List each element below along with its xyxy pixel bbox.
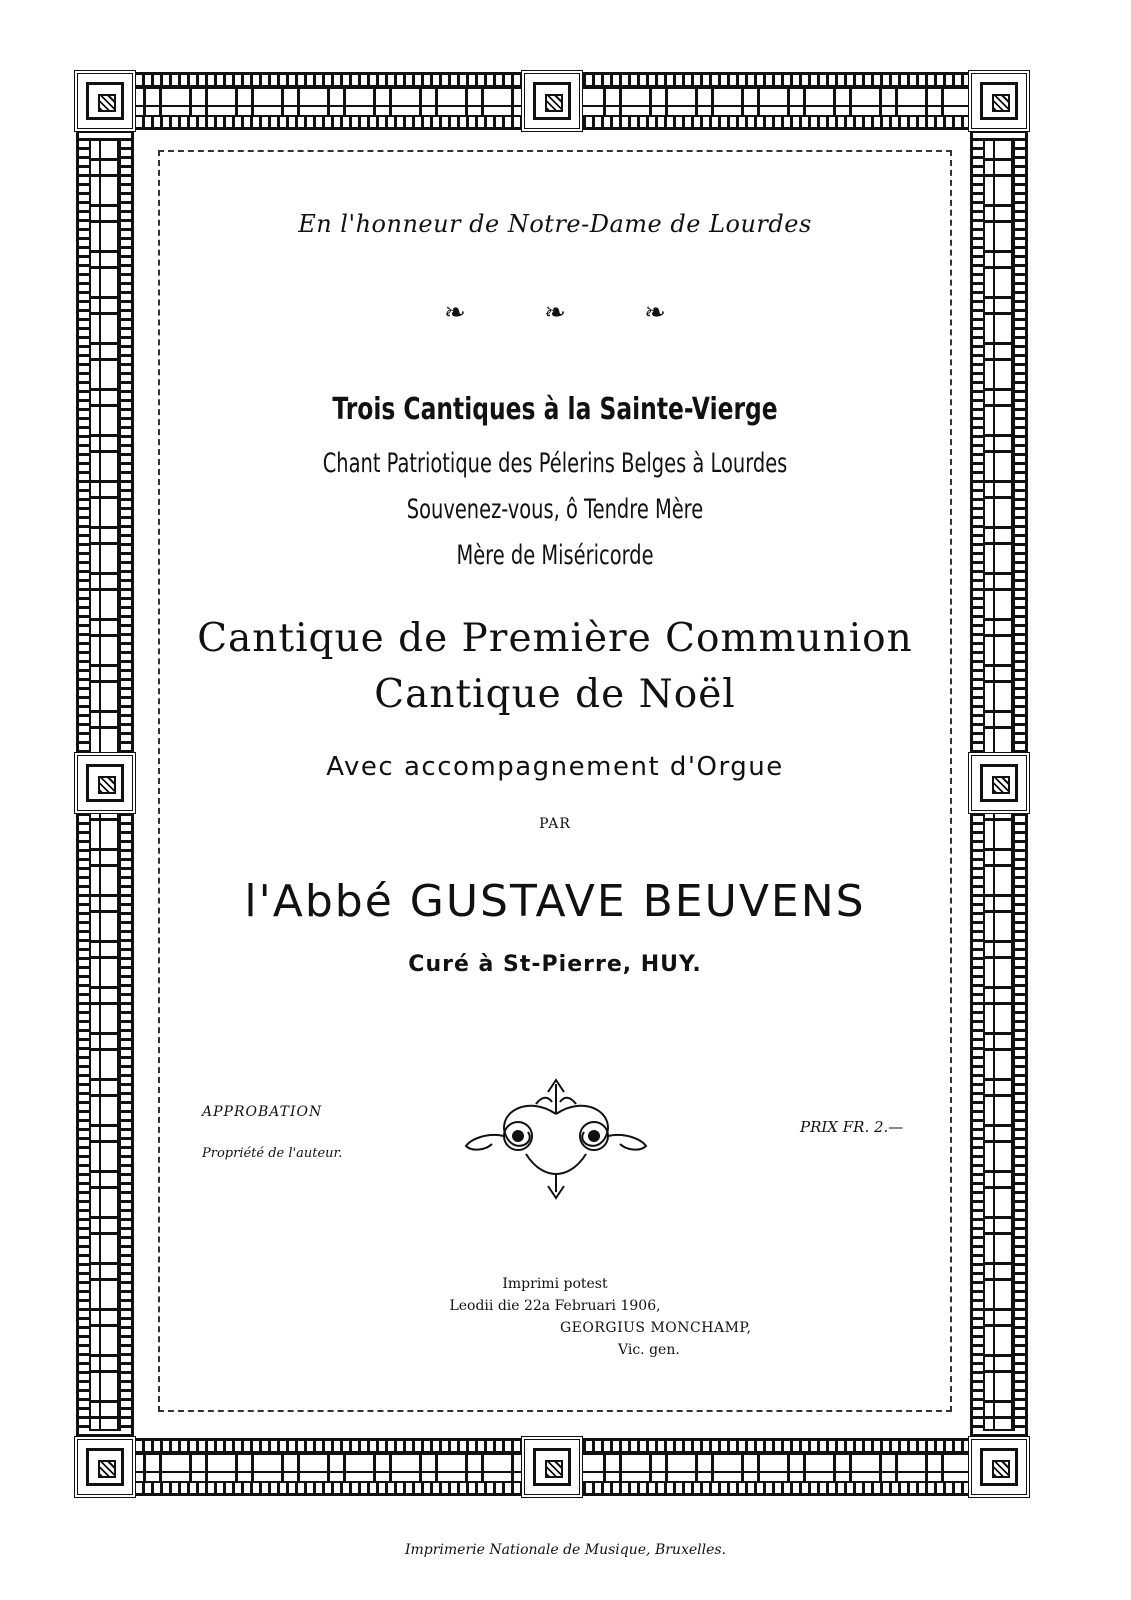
imprimatur-signatory: GEORGIUS MONCHAMP, xyxy=(560,1320,752,1336)
song-title: Souvenez-vous, ô Tendre Mère xyxy=(406,494,704,525)
mid-ornament-top xyxy=(521,70,583,132)
par-label: PAR xyxy=(539,816,571,832)
price-label: PRIX FR. 2.— xyxy=(800,1118,904,1136)
song-title: Chant Patriotique des Pélerins Belges à Lourdes xyxy=(322,448,788,479)
mid-ornament-bottom xyxy=(521,1436,583,1498)
corner-ornament-top-right xyxy=(968,70,1030,132)
imprimatur-date: Leodii die 22a Februari 1906, xyxy=(449,1298,661,1314)
printer-imprint: Imprimerie Nationale de Musique, Bruxelles. xyxy=(404,1542,727,1558)
author-position: Curé à St-Pierre, HUY. xyxy=(408,952,702,977)
author-name: l'Abbé GUSTAVE BEUVENS xyxy=(244,876,866,927)
corner-ornament-bottom-left xyxy=(74,1436,136,1498)
mid-ornament-left xyxy=(74,752,136,814)
corner-ornament-bottom-right xyxy=(968,1436,1030,1498)
second-title: Cantique de Première Communion xyxy=(197,616,913,661)
floral-vignette-icon xyxy=(456,1074,656,1206)
song-title: Mère de Miséricorde xyxy=(456,540,654,571)
imprimatur-line: Imprimi potest xyxy=(502,1276,608,1292)
second-title: Cantique de Noël xyxy=(374,672,736,717)
accompaniment-line: Avec accompagnement d'Orgue xyxy=(326,752,784,782)
main-title: Trois Cantiques à la Sainte-Vierge xyxy=(332,392,778,427)
dedication: En l'honneur de Notre-Dame de Lourdes xyxy=(298,210,812,238)
mid-ornament-right xyxy=(968,752,1030,814)
property-note: Propriété de l'auteur. xyxy=(202,1146,343,1161)
corner-ornament-top-left xyxy=(74,70,136,132)
imprimatur-title: Vic. gen. xyxy=(618,1342,680,1358)
fleuron-divider: ❧ ❧ ❧ xyxy=(444,298,666,328)
approbation-label: APPROBATION xyxy=(202,1104,323,1120)
